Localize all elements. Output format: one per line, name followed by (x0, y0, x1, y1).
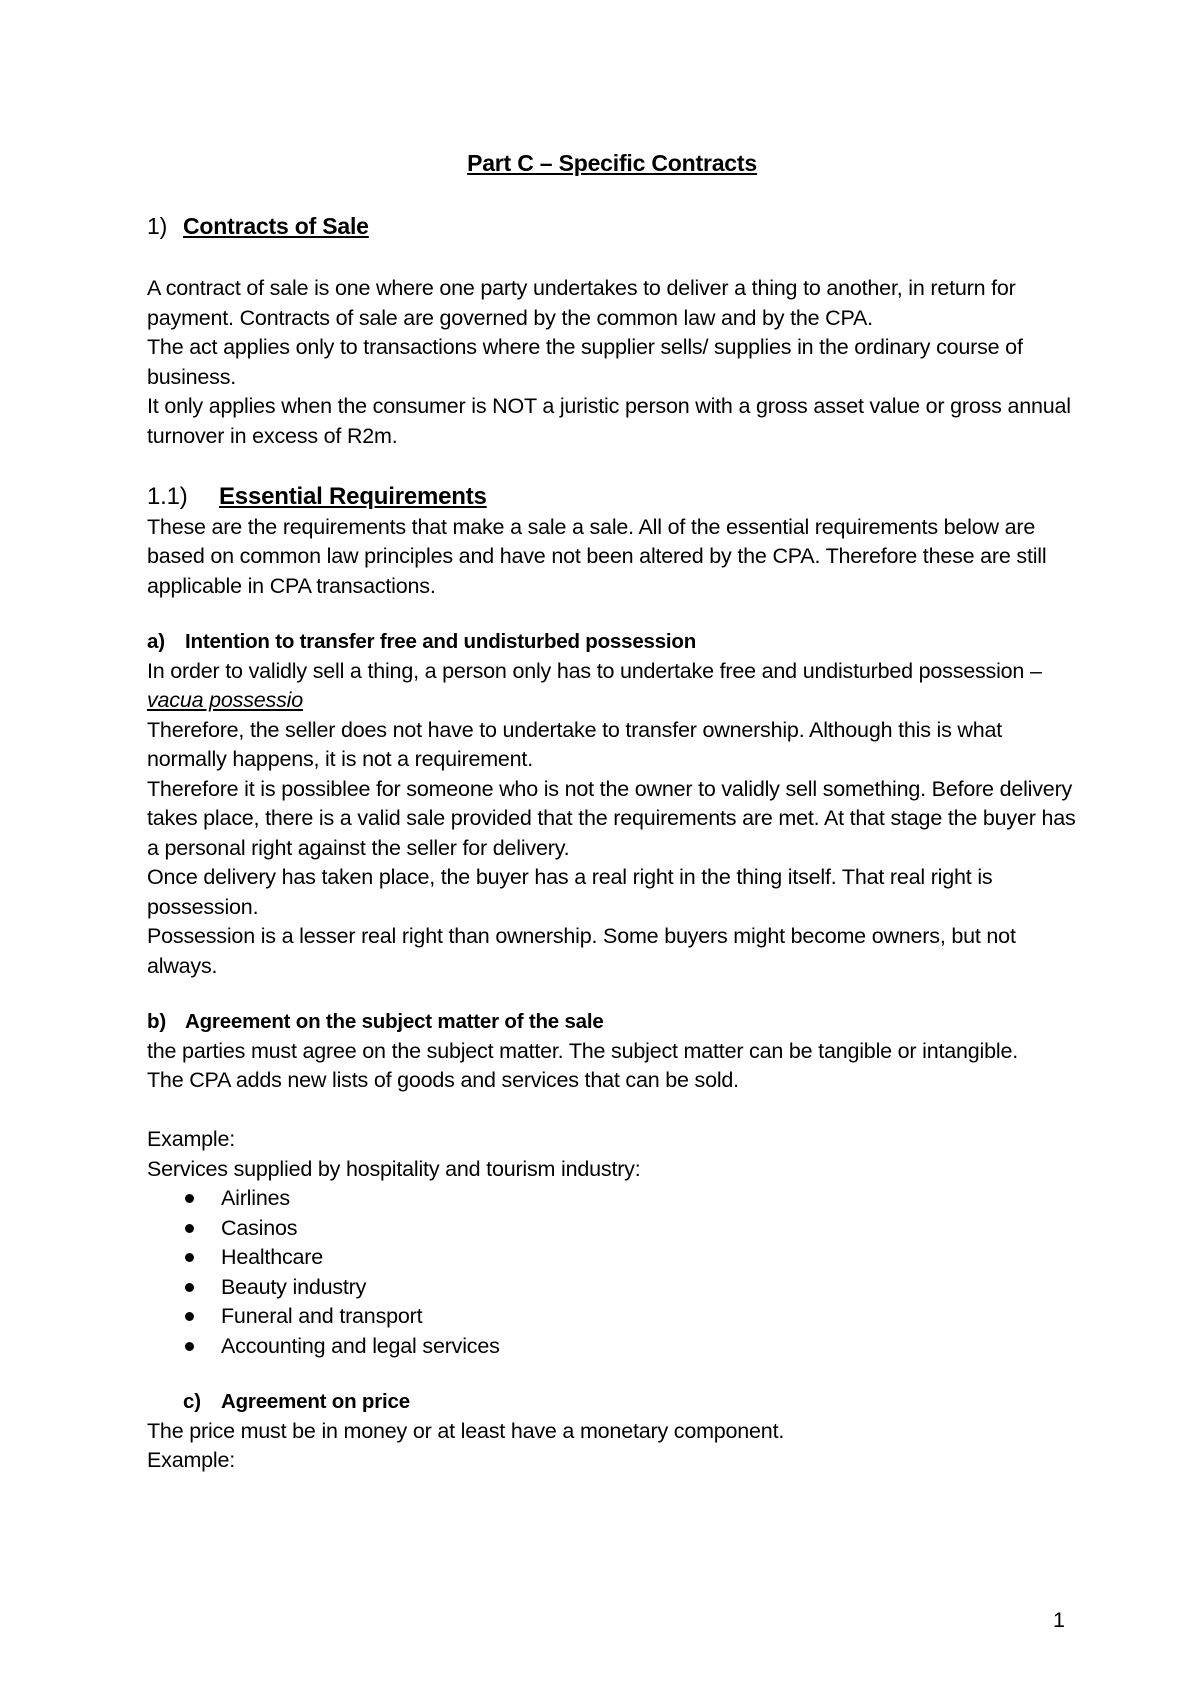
paragraph-text: In order to validly sell a thing, a person only has to undertake free and undisturbed possession – (147, 658, 1042, 683)
bullet-icon (185, 1342, 194, 1351)
services-list (147, 1184, 1077, 1361)
subheading-letter: c) (183, 1390, 201, 1413)
page-number: 1 (1053, 1608, 1065, 1632)
paragraph: It only applies when the consumer is NOT a juristic person with a gross asset value or gross annual turnover in excess of R2m. (147, 394, 1071, 448)
list-item (185, 1332, 1077, 1362)
document-title: Part C – Specific Contracts (467, 150, 757, 176)
subheading-subject-matter (147, 1007, 1077, 1037)
list-item (185, 1302, 1077, 1332)
section-heading-contracts-of-sale (147, 211, 1077, 241)
paragraph: The CPA adds new lists of goods and services that can be sold. (147, 1068, 739, 1092)
paragraph: A contract of sale is one where one party undertakes to deliver a thing to another, in return for payment. Contracts of sale are governed by the common law and by the CPA. (147, 276, 1016, 330)
paragraph: Possession is a lesser real right than ownership. Some buyers might become owners, but not always. (147, 924, 1016, 978)
paragraph: The price must be in money or at least have a monetary component. (147, 1418, 785, 1443)
subheading-title: Agreement on the subject matter of the sale (185, 1010, 604, 1033)
paragraph: Therefore, the seller does not have to undertake to transfer ownership. Although this is what normally happens, it is not a requirement. (147, 717, 1003, 771)
spacer (147, 601, 1077, 627)
spacer (147, 1361, 1077, 1387)
bullet-icon (185, 1312, 194, 1321)
paragraph: Once delivery has taken place, the buyer has a real right in the thing itself. That real right is possession. (147, 865, 993, 919)
subheading-letter: b) (147, 1010, 166, 1033)
latin-term: vacua possessio (147, 688, 303, 712)
paragraph: the parties must agree on the subject matter. The subject matter can be tangible or intangible. (147, 1038, 1018, 1063)
list-item-text: Funeral and transport (221, 1304, 423, 1328)
list-item-text: Healthcare (221, 1245, 323, 1269)
paragraph: These are the requirements that make a sale a sale. All of the essential requirements below are based on common law principles and have not been altered by the CPA. Therefore these are still applicable in CPA transactions. (147, 514, 1047, 598)
bullet-icon (185, 1283, 194, 1292)
section-heading-essential-requirements (147, 481, 1077, 513)
page-content (147, 148, 1077, 1476)
section-number: 1.1) (147, 482, 188, 510)
list-item (185, 1243, 1077, 1273)
list-item-text: Airlines (221, 1186, 290, 1210)
list-item (185, 1273, 1077, 1303)
paragraph: Therefore it is possiblee for someone who is not the owner to validly sell something. Before delivery takes place, there is a valid sale provided that the requirements are met. At that stage the buyer has a personal right against the seller for delivery. (147, 776, 1076, 860)
list-item-text: Beauty industry (221, 1274, 367, 1299)
spacer (147, 1096, 1077, 1126)
example-label: Example: (147, 1448, 236, 1472)
bullet-icon (185, 1253, 194, 1262)
paragraph (147, 657, 1077, 716)
list-item (185, 1214, 1077, 1244)
bullet-icon (185, 1224, 194, 1233)
list-item-text: Casinos (221, 1215, 298, 1240)
bullet-icon (185, 1194, 194, 1203)
spacer (147, 981, 1077, 1007)
subheading-title: Agreement on price (221, 1390, 410, 1413)
example-intro: Services supplied by hospitality and tourism industry: (147, 1156, 641, 1181)
list-item-text: Accounting and legal services (221, 1333, 500, 1358)
subheading-letter: a) (147, 630, 165, 653)
subheading-intention (147, 627, 1077, 657)
subheading-price (147, 1387, 1077, 1417)
example-label: Example: (147, 1127, 236, 1151)
section-title: Contracts of Sale (183, 213, 369, 239)
section-title: Essential Requirements (219, 482, 487, 510)
paragraph: The act applies only to transactions where the supplier sells/ supplies in the ordinary course of business. (147, 335, 1023, 389)
spacer (147, 451, 1077, 481)
subheading-title: Intention to transfer free and undisturbed possession (185, 630, 697, 653)
list-item (185, 1184, 1077, 1214)
section-number: 1) (147, 213, 168, 239)
